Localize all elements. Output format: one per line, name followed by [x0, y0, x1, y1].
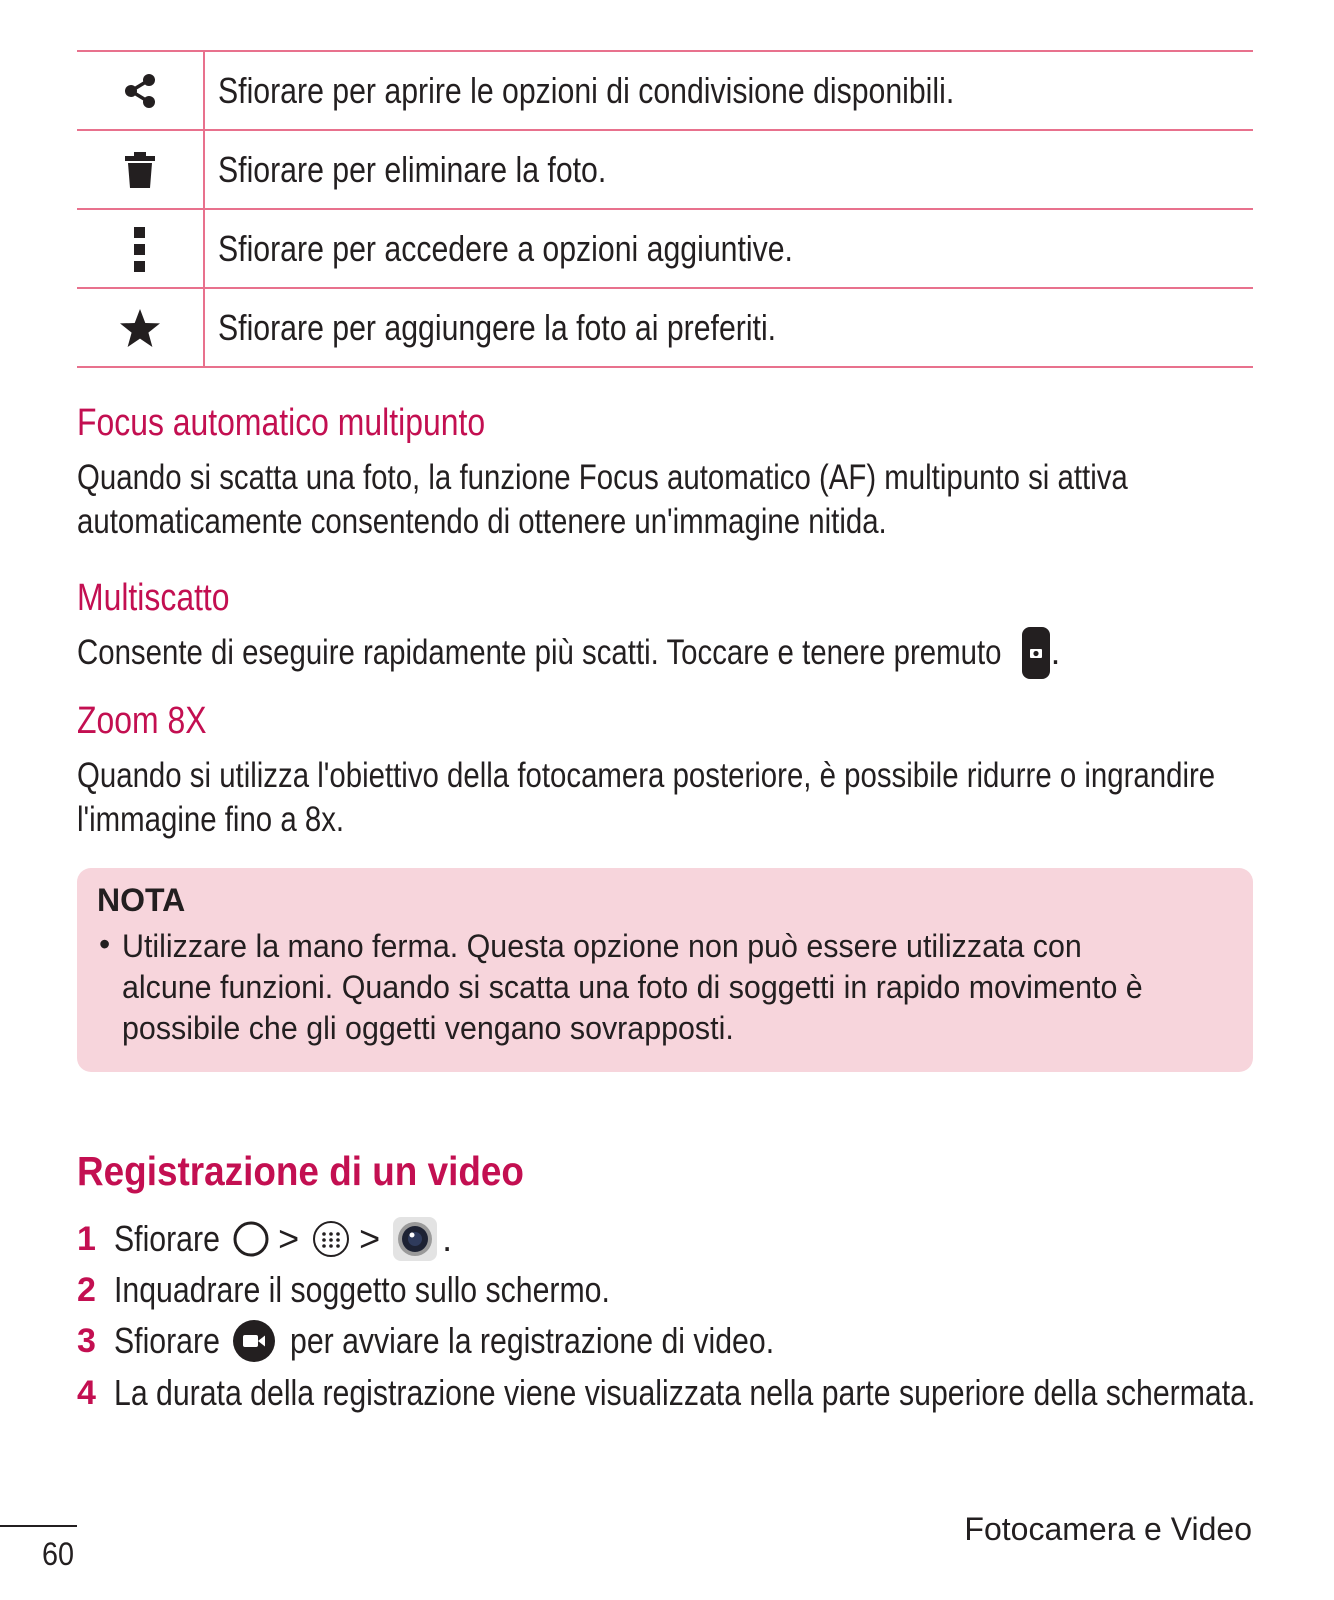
footer-rule: [0, 1525, 77, 1527]
icon-description: Sfiorare per aprire le opzioni di condivisione disponibili.: [218, 69, 955, 111]
section-title-multiscatto: Multiscatto: [77, 577, 230, 619]
apps-icon: [311, 1219, 351, 1259]
paragraph-focus: Quando si scatta una foto, la funzione Focus automatico (AF) multipunto si attiva automaticamente consentendo di ottenere un'immagine nitida.: [77, 458, 1128, 541]
footer-chapter-title: Fotocamera e Video: [964, 1511, 1252, 1547]
share-icon: [120, 71, 160, 111]
shutter-button-icon: [1021, 626, 1051, 680]
icon-cell: [77, 52, 205, 129]
icon-cell: [77, 131, 205, 208]
home-button-icon: [232, 1220, 270, 1258]
note-text: Utilizzare la mano ferma. Questa opzione non può essere utilizzata con alcune funzioni. Quando si scatta una foto di soggetti in rapido movimento è possibile che gli oggetti vengano sovrapposti.: [122, 928, 1143, 1046]
paragraph-multiscatto: Consente di eseguire rapidamente più scatti. Toccare e tenere premuto .: [77, 626, 1060, 680]
note-title: NOTA: [97, 882, 186, 918]
trash-icon: [122, 150, 158, 190]
section-title-zoom: Zoom 8X: [77, 700, 207, 742]
step-1: 1 Sfiorare > > .: [77, 1214, 452, 1264]
note-box: [77, 868, 1253, 1072]
more-vertical-icon: [130, 225, 150, 273]
heading-video: Registrazione di un video: [77, 1148, 524, 1194]
icon-description: Sfiorare per accedere a opzioni aggiuntive.: [218, 227, 793, 269]
section-title-focus: Focus automatico multipunto: [77, 402, 486, 444]
icon-description: Sfiorare per eliminare la foto.: [218, 148, 607, 190]
step-2: 2 Inquadrare il soggetto sullo schermo.: [77, 1269, 610, 1310]
camera-app-icon: [392, 1216, 438, 1262]
icon-description: Sfiorare per aggiungere la foto ai preferiti.: [218, 306, 777, 348]
table-row: [77, 208, 1253, 287]
star-icon: [118, 307, 162, 349]
paragraph-zoom: Quando si utilizza l'obiettivo della fotocamera posteriore, è possibile ridurre o ingrandire l'immagine fino a 8x.: [77, 756, 1216, 839]
step-4: 4 La durata della registrazione viene visualizzata nella parte superiore della schermata.: [77, 1372, 1256, 1413]
icon-cell: [77, 289, 205, 366]
page-number: 60: [42, 1536, 75, 1572]
record-video-icon: [232, 1319, 276, 1363]
step-3: 3 Sfiorare per avviare la registrazione di video.: [77, 1320, 775, 1361]
icon-cell: [77, 210, 205, 287]
table-row: [77, 287, 1253, 368]
table-row: [77, 50, 1253, 129]
note-bullet: •: [99, 926, 111, 962]
icon-table: [77, 50, 1253, 368]
table-row: [77, 129, 1253, 208]
